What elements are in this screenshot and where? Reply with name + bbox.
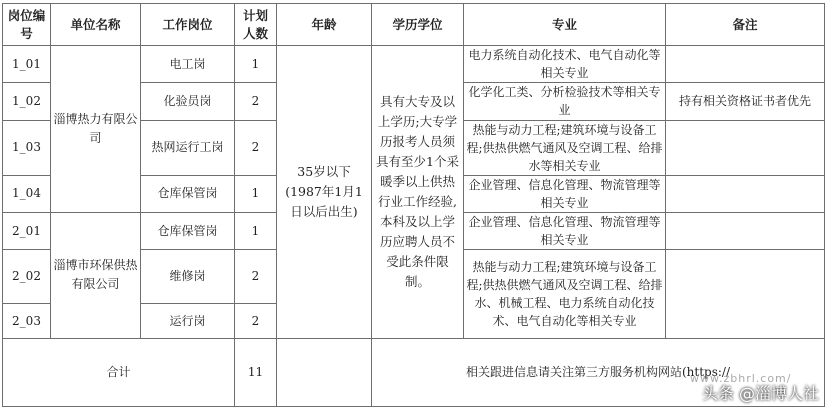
total-note-text: 相关跟进信息请关注第三方服务机构网站(https://	[465, 364, 731, 379]
post-code-cell: 1_04	[3, 175, 51, 212]
position-cell: 维修岗	[141, 250, 235, 304]
header-plan-count: 计划人数	[235, 4, 277, 46]
url-watermark: www.zbhrl.com/	[690, 372, 792, 385]
major-cell: 化学化工类、分析检验技术等相关专业	[464, 83, 666, 120]
watermark-logo: 头条 @淄博人社	[701, 384, 819, 403]
remark-cell	[666, 250, 825, 338]
education-requirement-cell: 具有大专及以上学历;大专学历报考人员须具有至少1个采暖季以上供热行业工作经验,本科及以上学历应聘人员不受此条件限制。	[372, 46, 464, 338]
remark-cell	[666, 46, 825, 83]
count-cell: 2	[235, 83, 277, 120]
position-cell: 仓库保管岗	[141, 175, 235, 212]
age-requirement-cell: 35岁以下(1987年1月1日以后出生)	[277, 46, 372, 338]
major-cell: 企业管理、信息化管理、物流管理等相关专业	[464, 175, 666, 212]
header-unit-name: 单位名称	[51, 4, 141, 46]
post-code-cell: 2_03	[3, 304, 51, 338]
remark-cell	[666, 175, 825, 212]
post-code-cell: 2_02	[3, 250, 51, 304]
header-position: 工作岗位	[141, 4, 235, 46]
major-cell: 热能与动力工程;建筑环境与设备工程;供热供燃气通风及空调工程、给排水、机械工程、电力系统自动化技术、电气自动化等相关专业	[464, 250, 666, 338]
header-major: 专业	[464, 4, 666, 46]
remark-cell	[666, 212, 825, 249]
major-cell: 企业管理、信息化管理、物流管理等相关专业	[464, 212, 666, 249]
count-cell: 1	[235, 175, 277, 212]
major-cell: 热能与动力工程;建筑环境与设备工程;供热供燃气通风及空调工程、给排水等相关专业	[464, 120, 666, 175]
header-remark: 备注	[666, 4, 825, 46]
unit-name-cell: 淄博热力有限公司	[51, 46, 141, 213]
header-education: 学历学位	[372, 4, 464, 46]
header-age: 年龄	[277, 4, 372, 46]
count-cell: 1	[235, 212, 277, 249]
position-cell: 热网运行工岗	[141, 120, 235, 175]
remark-cell	[666, 120, 825, 175]
recruitment-table	[2, 3, 825, 407]
total-label: 合计	[3, 338, 235, 406]
count-cell: 2	[235, 304, 277, 338]
post-code-cell: 2_01	[3, 212, 51, 249]
count-cell: 2	[235, 120, 277, 175]
position-cell: 仓库保管岗	[141, 212, 235, 249]
post-code-cell: 1_03	[3, 120, 51, 175]
header-row	[3, 4, 825, 46]
position-cell: 电工岗	[141, 46, 235, 83]
remark-cell: 持有相关资格证书者优先	[666, 83, 825, 120]
count-cell: 2	[235, 250, 277, 304]
position-cell: 化验员岗	[141, 83, 235, 120]
count-cell: 1	[235, 46, 277, 83]
post-code-cell: 1_01	[3, 46, 51, 83]
header-post-code: 岗位编号	[3, 4, 51, 46]
total-count: 11	[235, 338, 277, 406]
total-age-cell	[277, 338, 372, 406]
table-row	[3, 46, 825, 83]
unit-name-cell: 淄博市环保供热有限公司	[51, 212, 141, 338]
position-cell: 运行岗	[141, 304, 235, 338]
post-code-cell: 1_02	[3, 83, 51, 120]
major-cell: 电力系统自动化技术、电气自动化等相关专业	[464, 46, 666, 83]
